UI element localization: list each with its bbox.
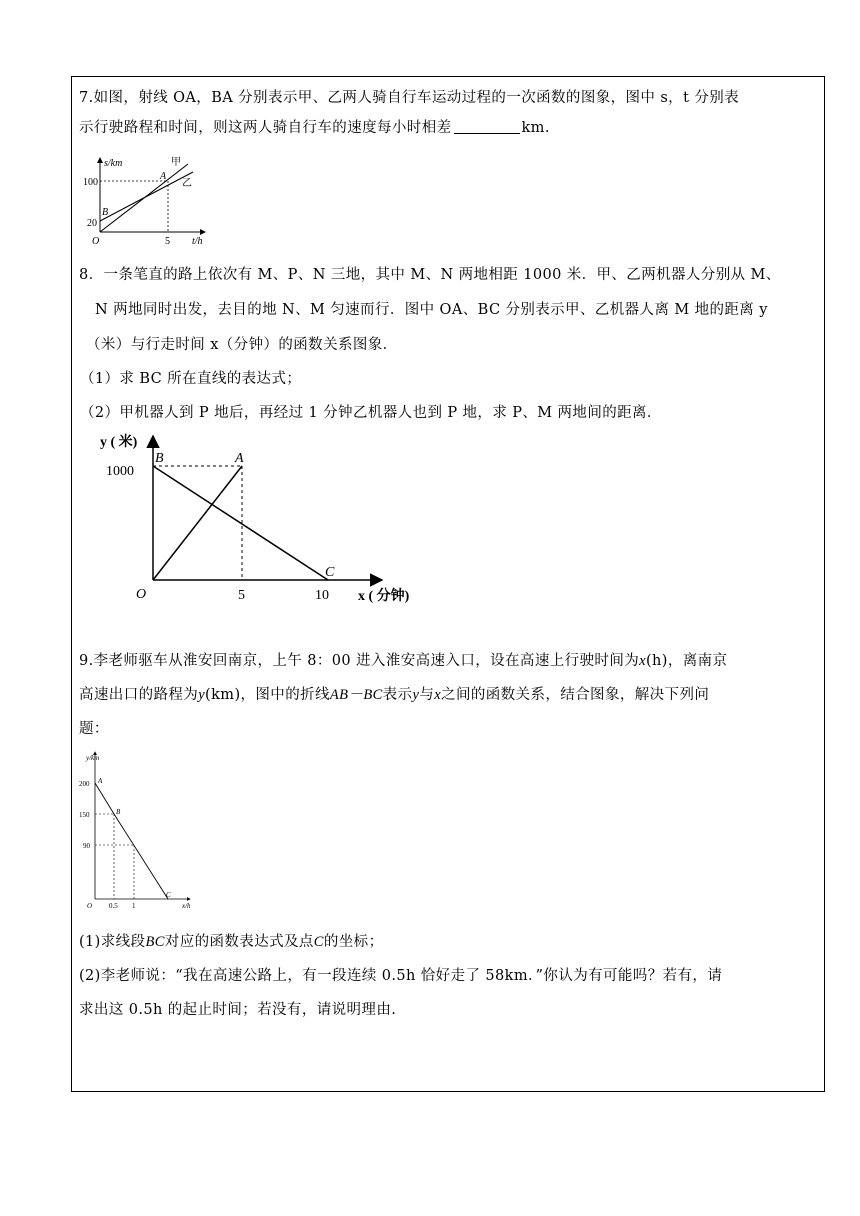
q8-line-bc (153, 466, 328, 580)
q8-part2: （2）甲机器人到 P 地后，再经过 1 分钟乙机器人也到 P 地，求 P、M 两地间的距离． (80, 405, 662, 421)
q9-l2-text-b: ，图中的折线 (240, 687, 330, 703)
q9-point-c: C (166, 891, 171, 899)
q9-unit-km: (km) (205, 687, 241, 703)
q9-text-line3: 题： (79, 721, 109, 737)
q8-point-a: A (235, 451, 244, 466)
q9-p1-text-b: 对应的函数表达式及点 (164, 934, 314, 950)
q9-polyline-label: AB－BC (329, 687, 383, 703)
q8-figure (92, 428, 432, 608)
q9-p1-text-a: (1)求线段 (79, 934, 146, 950)
q9-point-c-ref: C (313, 934, 324, 950)
q8-x-label: x ( 分钟) (358, 589, 410, 604)
q9-l2-text-a: 高速出口的路程为 (79, 687, 199, 703)
q9-x-tick-05: 0.5 (109, 902, 118, 910)
q9-l2-text-d: 与 (419, 687, 435, 703)
q8-point-b: B (155, 451, 164, 466)
q8-text-line3: （米）与行走时间 x（分钟）的函数关系图象． (86, 337, 398, 353)
q7-y-tick-20: 20 (87, 218, 97, 229)
q7-answer-blank[interactable] (454, 118, 520, 134)
q7-x-label: t/h (192, 236, 203, 247)
q9-var-y2: y (412, 687, 420, 703)
q7-figure (82, 152, 212, 248)
q9-point-b: B (116, 808, 121, 816)
q7-text-line1: 7.如图，射线 OA，BA 分别表示甲、乙两人骑自行车运动过程的一次函数的图象，图中 s，t 分别表 (79, 90, 740, 106)
q9-l1-text-b: ，离南京 (667, 653, 728, 669)
q9-segment-bc: BC (145, 934, 165, 950)
q7-y-label: s/km (104, 158, 123, 169)
q7-point-b: B (102, 207, 109, 218)
q7-y-tick-100: 100 (83, 177, 98, 188)
q9-y-tick-90: 90 (83, 842, 90, 850)
q9-l2-text-e: 之间的函数关系，结合图象，解决下列问 (441, 687, 710, 703)
q7-x-tick-5: 5 (165, 236, 170, 247)
q9-part1 (79, 932, 383, 952)
q8-line-oa (153, 466, 242, 580)
q9-figure (78, 748, 202, 910)
q8-x-tick-5: 5 (238, 588, 245, 603)
q7-text-line2-prefix: 示行驶路程和时间，则这两人骑自行车的速度每小时相差 (79, 120, 452, 136)
q9-x-tick-1: 1 (132, 902, 136, 910)
q9-text-line1 (79, 651, 727, 671)
q8-origin: O (136, 587, 147, 602)
q7-label-jia: 甲 (171, 157, 181, 168)
q8-y-label: y ( 米) (100, 435, 138, 450)
q7-text-line2 (79, 118, 550, 138)
q7-unit: km. (521, 120, 550, 136)
q9-part2-line1: (2)李老师说：“我在高速公路上，有一段连续 0.5h 恰好走了 58km．”你认为有可能吗？若有，请 (79, 968, 723, 984)
q9-y-label: y/km (86, 754, 100, 762)
q7-label-yi: 乙 (182, 178, 192, 189)
q9-text-line2 (79, 685, 709, 705)
q9-polyline-ab-bc (95, 783, 168, 899)
q9-var-y: y (198, 687, 206, 703)
q9-point-a: A (98, 777, 103, 785)
q8-text-line1: 8．一条笔直的路上依次有 M、P、N 三地，其中 M、N 两地相距 1000 米．甲、乙两机器人分别从 M、 (79, 267, 781, 283)
q9-part2-line2: 求出这 0.5h 的起止时间；若没有，请说明理由. (79, 1002, 397, 1018)
q9-p1-text-d: 的坐标； (323, 934, 384, 950)
q8-text-line2: N 两地同时出发，去目的地 N、M 匀速而行．图中 OA、BC 分别表示甲、乙机器人离 M 地的距离 y (95, 302, 768, 318)
q9-var-x: x (639, 653, 646, 669)
q7-origin: O (92, 236, 100, 247)
q7-point-a: A (160, 171, 167, 182)
q9-x-label: x/h (182, 902, 191, 910)
q9-y-tick-200: 200 (79, 780, 90, 788)
q8-part1: （1）求 BC 所在直线的表达式； (80, 371, 302, 387)
q9-var-x2: x (434, 687, 442, 703)
q9-unit-h: (h) (645, 653, 668, 669)
q9-l1-text-a: 9.李老师驱车从淮安回南京，上午 8：00 进入淮安高速入口，设在高速上行驶时间为 (79, 653, 640, 669)
q7-ray-ba (100, 172, 193, 221)
q8-point-c: C (325, 565, 335, 580)
q9-y-tick-150: 150 (79, 811, 90, 819)
q9-origin: O (87, 902, 93, 910)
q9-l2-text-c: 表示 (382, 687, 413, 703)
q8-x-tick-10: 10 (315, 588, 329, 603)
q8-y-tick-1000: 1000 (106, 464, 134, 479)
